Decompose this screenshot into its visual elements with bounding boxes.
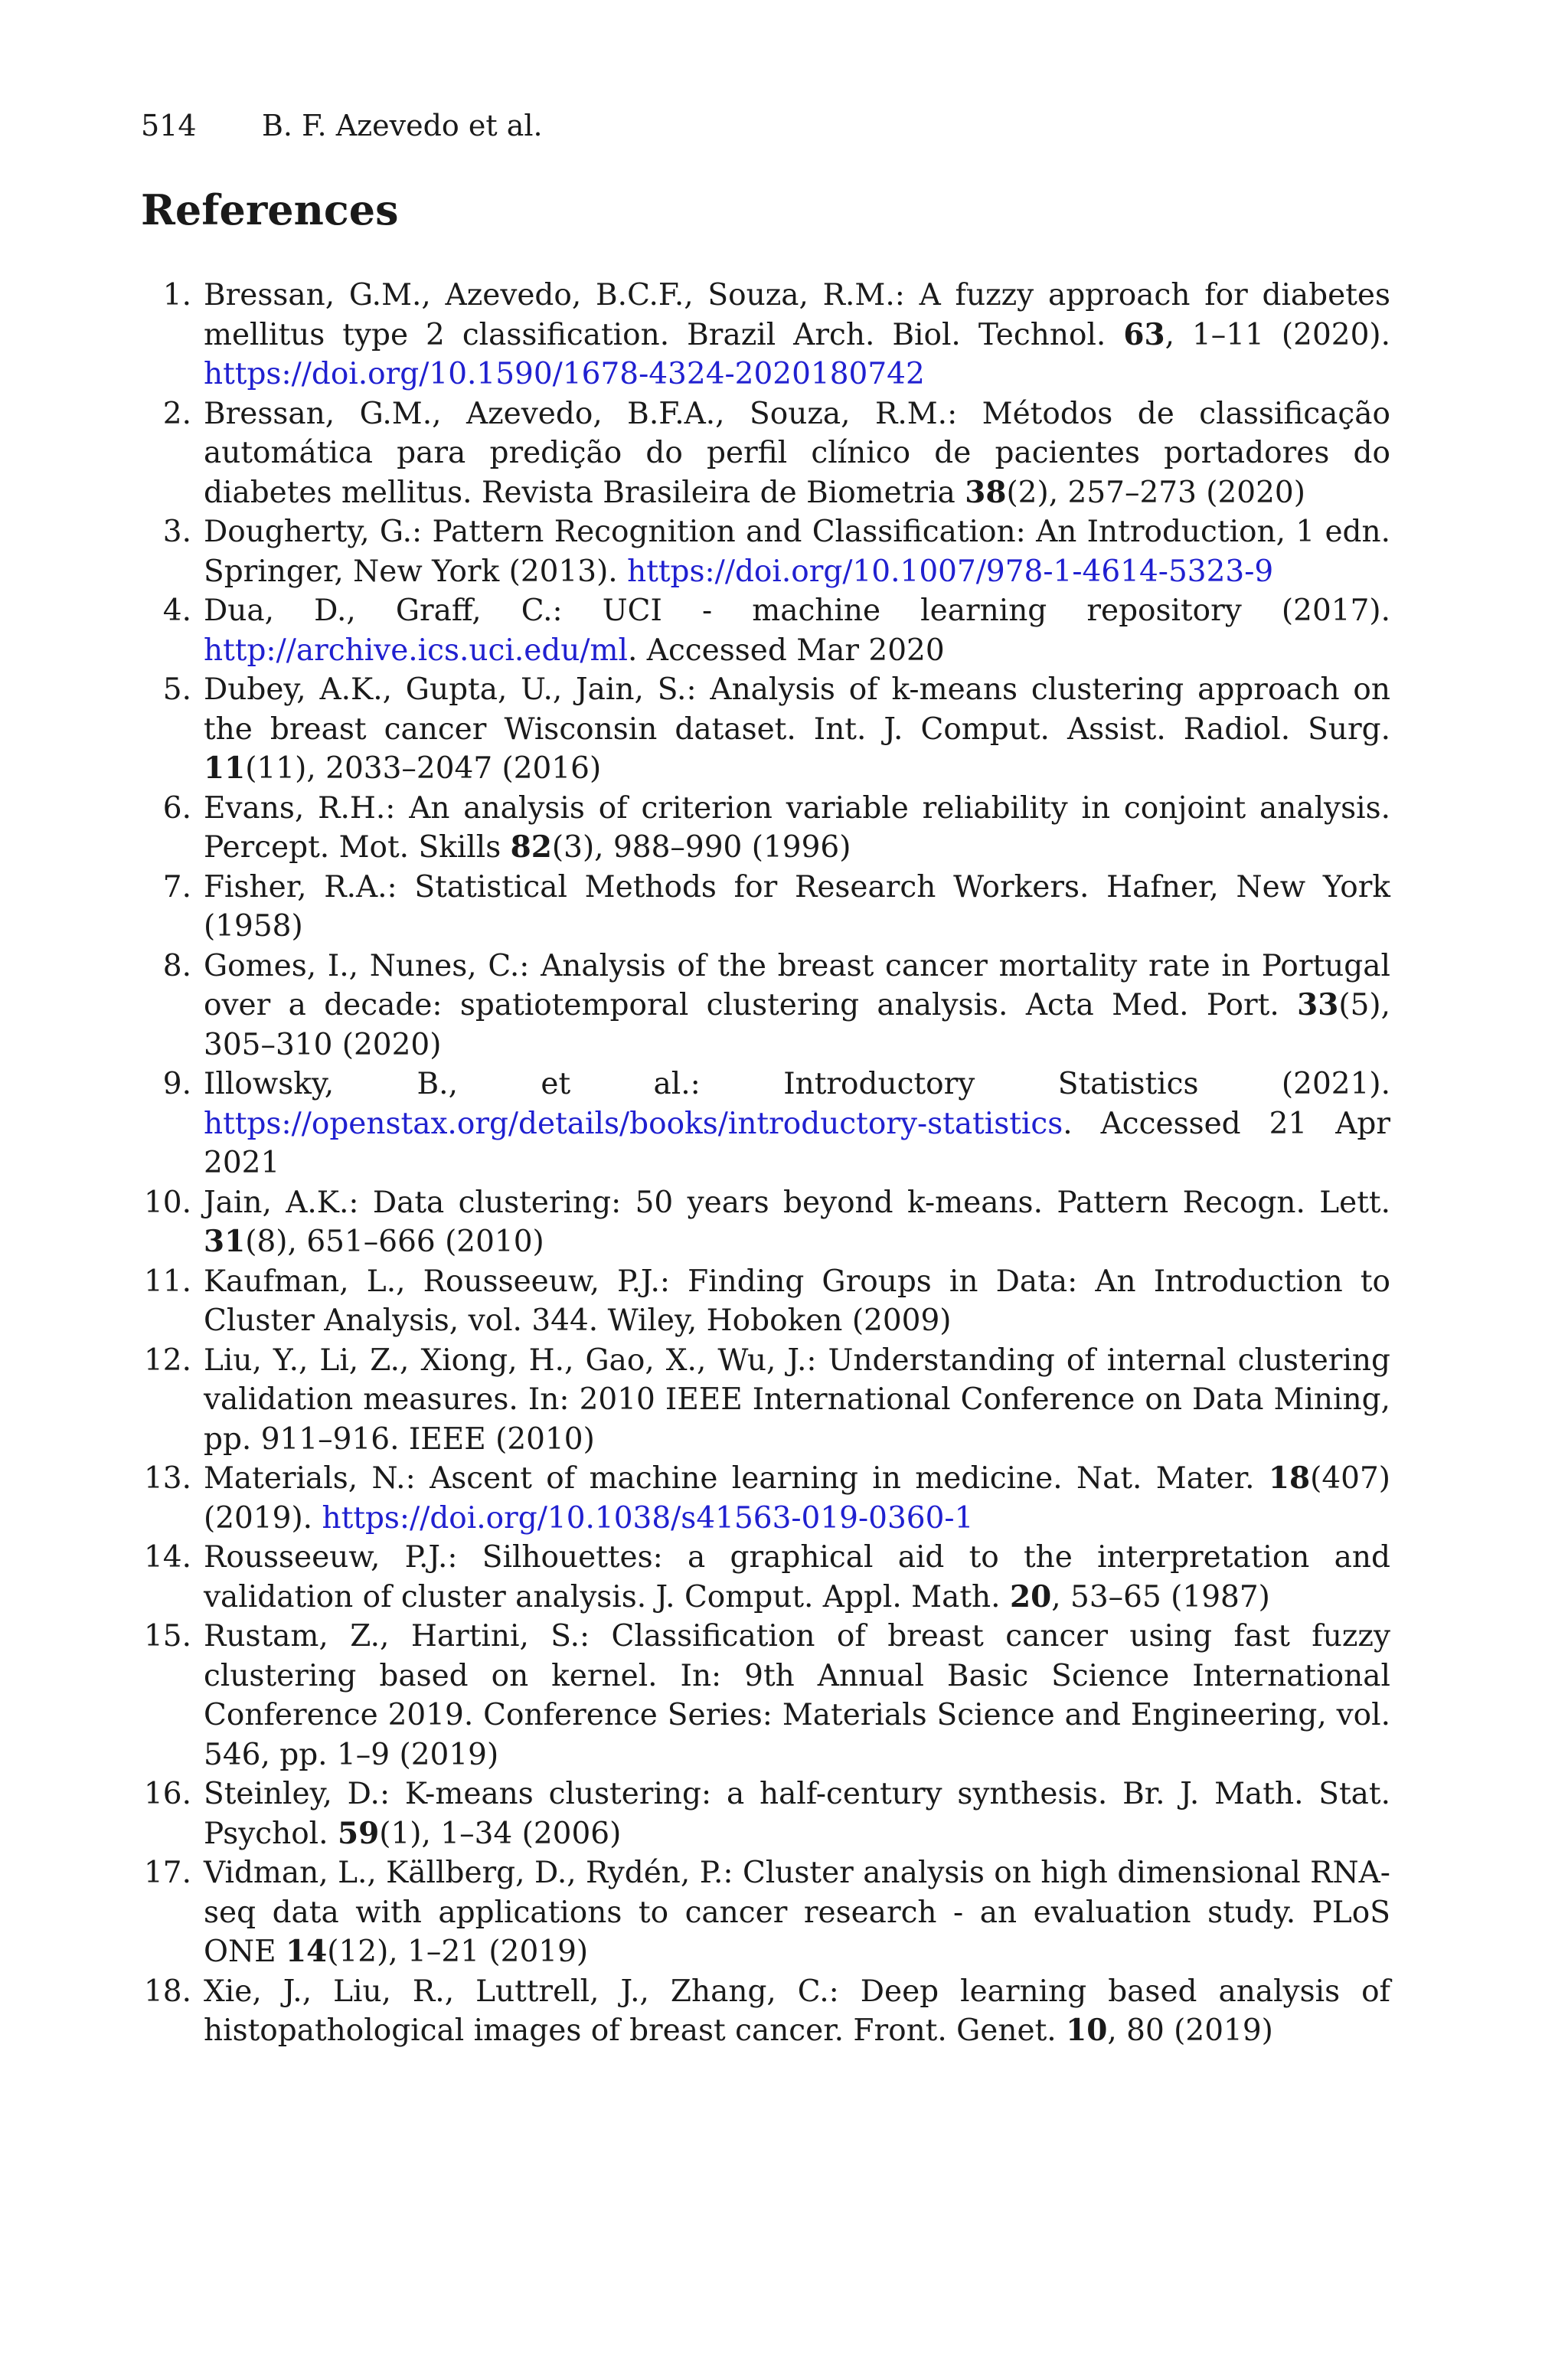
reference-details: , 1–11 (2020). xyxy=(1165,317,1390,352)
reference-body: Fisher, R.A.: Statistical Methods for Research Workers. Hafner, New York (1958) xyxy=(204,869,1390,944)
reference-number: 11. xyxy=(143,1264,191,1299)
reference-details: (5), 305–310 (2020) xyxy=(204,988,1390,1062)
reference-text xyxy=(204,512,1390,591)
reference-number: 5. xyxy=(162,672,191,707)
reference-volume: 11 xyxy=(204,751,246,786)
reference-body: Gomes, I., Nunes, C.: Analysis of the breast cancer mortality rate in Portugal over a decade: spatiotemporal clustering analysis. Acta Med. Port. xyxy=(204,948,1390,1022)
reference-item xyxy=(141,1459,1390,1538)
reference-item xyxy=(141,1775,1390,1853)
reference-body: Jain, A.K.: Data clustering: 50 years beyond k-means. Pattern Recogn. Lett. xyxy=(204,1185,1390,1220)
reference-number: 12. xyxy=(143,1343,191,1378)
reference-volume: 38 xyxy=(965,474,1007,510)
reference-link[interactable]: https://doi.org/10.1590/1678-4324-2020180742 xyxy=(204,357,925,391)
reference-item xyxy=(141,276,1390,394)
reference-text xyxy=(204,670,1390,789)
page-number: 514 xyxy=(141,109,197,142)
reference-body: Bressan, G.M., Azevedo, B.F.A., Souza, R.M.: Métodos de classificação automática para predição do perfil clínico de pacientes portadores do diabetes mellitus. Revista Brasileira de Biometria xyxy=(204,396,1390,510)
reference-item xyxy=(141,1617,1390,1775)
reference-item xyxy=(141,947,1390,1065)
reference-number: 2. xyxy=(162,396,191,431)
reference-number: 6. xyxy=(162,790,191,826)
reference-body: Liu, Y., Li, Z., Xiong, H., Gao, X., Wu, J.: Understanding of internal clustering validation measures. In: 2010 IEEE International Conference on Data Mining, pp. 911–916. IEEE (2010) xyxy=(204,1343,1390,1457)
reference-item xyxy=(141,1538,1390,1617)
running-head: B. F. Azevedo et al. xyxy=(262,109,543,142)
reference-body: Rustam, Z., Hartini, S.: Classification of breast cancer using fast fuzzy clustering based on kernel. In: 9th Annual Basic Science International Conference 2019. Conference Series: Materials Science and Engineering, vol. 546, pp. 1–9 (2019) xyxy=(204,1619,1390,1772)
reference-body: Rousseeuw, P.J.: Silhouettes: a graphical aid to the interpretation and validation of cluster analysis. J. Comput. Appl. Math. xyxy=(204,1540,1390,1614)
reference-number: 3. xyxy=(162,515,191,549)
reference-item xyxy=(141,670,1390,789)
reference-text xyxy=(204,789,1390,868)
reference-text xyxy=(204,1183,1390,1262)
reference-item xyxy=(141,591,1390,670)
reference-details: (3), 988–990 (1996) xyxy=(551,830,851,865)
reference-item xyxy=(141,1065,1390,1183)
reference-text xyxy=(204,1972,1390,2051)
reference-item xyxy=(141,512,1390,591)
reference-text xyxy=(204,1341,1390,1460)
reference-number: 7. xyxy=(162,869,191,904)
reference-details: (407) (2019). xyxy=(204,1461,1390,1536)
reference-text xyxy=(204,394,1390,513)
reference-body: Dua, D., Graff, C.: UCI - machine learning repository (2017). xyxy=(204,594,1390,628)
reference-text xyxy=(204,947,1390,1065)
reference-volume: 14 xyxy=(285,1934,328,1969)
reference-item xyxy=(141,1262,1390,1341)
reference-text xyxy=(204,1065,1390,1183)
reference-note: . Accessed Mar 2020 xyxy=(628,633,945,668)
reference-list xyxy=(141,276,1390,2051)
reference-volume: 59 xyxy=(337,1815,380,1851)
reference-body: Bressan, G.M., Azevedo, B.C.F., Souza, R.M.: A fuzzy approach for diabetes mellitus type 2 classification. Brazil Arch. Biol. Technol. xyxy=(204,278,1390,352)
reference-volume: 10 xyxy=(1066,2013,1108,2048)
reference-number: 1. xyxy=(162,278,191,312)
reference-body: Materials, N.: Ascent of machine learning in medicine. Nat. Mater. xyxy=(204,1461,1269,1496)
reference-body: Kaufman, L., Rousseeuw, P.J.: Finding Groups in Data: An Introduction to Cluster Analysis, vol. 344. Wiley, Hoboken (2009) xyxy=(204,1264,1390,1338)
reference-number: 18. xyxy=(143,1974,191,2009)
reference-link[interactable]: https://doi.org/10.1007/978-1-4614-5323-9 xyxy=(627,554,1274,589)
reference-number: 17. xyxy=(143,1856,191,1890)
reference-number: 13. xyxy=(143,1461,191,1496)
reference-body: Steinley, D.: K-means clustering: a half-century synthesis. Br. J. Math. Stat. Psychol. xyxy=(204,1777,1390,1851)
reference-details: , 80 (2019) xyxy=(1107,2013,1273,2048)
reference-note: . Accessed 21 Apr 2021 xyxy=(204,1106,1390,1180)
reference-text xyxy=(204,1262,1390,1341)
reference-details: (2), 257–273 (2020) xyxy=(1006,475,1305,510)
reference-link[interactable]: https://doi.org/10.1038/s41563-019-0360-1 xyxy=(322,1500,974,1536)
reference-text xyxy=(204,1775,1390,1853)
reference-number: 8. xyxy=(162,948,191,983)
reference-body: Xie, J., Liu, R., Luttrell, J., Zhang, C.: Deep learning based analysis of histopathological images of breast cancer. Front. Genet. xyxy=(204,1974,1390,2048)
reference-volume: 82 xyxy=(510,829,552,865)
reference-body: Dougherty, G.: Pattern Recognition and Classification: An Introduction, 1 edn. Springer, New York (2013). xyxy=(204,515,1390,589)
reference-text xyxy=(204,1617,1390,1775)
reference-body: Vidman, L., Källberg, D., Rydén, P.: Cluster analysis on high dimensional RNA-seq data with applications to cancer research - an evaluation study. PLoS ONE xyxy=(204,1856,1390,1969)
reference-item xyxy=(141,1853,1390,1972)
reference-body: Dubey, A.K., Gupta, U., Jain, S.: Analysis of k-means clustering approach on the breast cancer Wisconsin dataset. Int. J. Comput. Assist. Radiol. Surg. xyxy=(204,672,1390,747)
reference-link[interactable]: http://archive.ics.uci.edu/ml xyxy=(204,633,628,668)
section-title: References xyxy=(141,185,399,234)
reference-details: (1), 1–34 (2006) xyxy=(379,1816,622,1851)
reference-body: Evans, R.H.: An analysis of criterion variable reliability in conjoint analysis. Percept. Mot. Skills xyxy=(204,790,1390,865)
reference-text xyxy=(204,1459,1390,1538)
reference-item xyxy=(141,1341,1390,1460)
reference-item xyxy=(141,1183,1390,1262)
reference-text xyxy=(204,1538,1390,1617)
reference-volume: 33 xyxy=(1297,987,1339,1022)
reference-volume: 63 xyxy=(1123,316,1165,352)
page-header xyxy=(141,107,543,144)
reference-number: 14. xyxy=(143,1540,191,1575)
reference-volume: 20 xyxy=(1009,1578,1052,1614)
reference-number: 10. xyxy=(143,1185,191,1220)
reference-item xyxy=(141,1972,1390,2051)
reference-volume: 31 xyxy=(204,1224,246,1259)
reference-item xyxy=(141,394,1390,513)
reference-text xyxy=(204,276,1390,394)
reference-number: 16. xyxy=(143,1777,191,1811)
reference-details: (8), 651–666 (2010) xyxy=(245,1225,544,1259)
reference-link[interactable]: https://openstax.org/details/books/introductory-statistics xyxy=(204,1106,1063,1141)
reference-item xyxy=(141,789,1390,868)
reference-volume: 18 xyxy=(1268,1460,1311,1496)
reference-number: 4. xyxy=(162,594,191,628)
reference-number: 9. xyxy=(162,1067,191,1101)
reference-details: (12), 1–21 (2019) xyxy=(327,1935,589,1969)
reference-text xyxy=(204,1853,1390,1972)
reference-item xyxy=(141,868,1390,947)
reference-number: 15. xyxy=(143,1619,191,1653)
reference-text xyxy=(204,868,1390,947)
reference-text xyxy=(204,591,1390,670)
reference-details: , 53–65 (1987) xyxy=(1051,1579,1270,1614)
reference-details: (11), 2033–2047 (2016) xyxy=(245,751,602,786)
reference-body: Illowsky, B., et al.: Introductory Statistics (2021). xyxy=(204,1067,1390,1101)
